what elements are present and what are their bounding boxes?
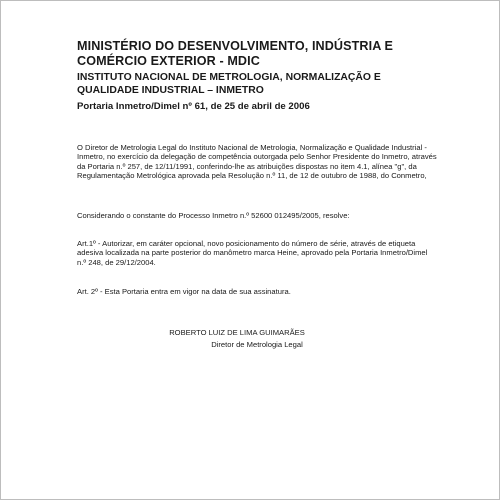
signature-block: [77, 328, 437, 350]
article-2-paragraph: Art. 2º - Esta Portaria entra em vigor na data de sua assinatura.: [77, 287, 291, 296]
document-header: [77, 39, 437, 113]
ministry-heading: MINISTÉRIO DO DESENVOLVIMENTO, INDÚSTRIA E COMÉRCIO EXTERIOR - MDIC: [77, 39, 394, 68]
signatory-name: ROBERTO LUIZ DE LIMA GUIMARÃES: [169, 328, 305, 337]
preamble-paragraph: O Diretor de Metrologia Legal do Instituto Nacional de Metrologia, Normalização e Qualidade Industrial - Inmetro, no exercício da delegação de competência outorgada pelo Senhor Presidente do Inmetro, através da Portaria n.º 257, de 12/11/1991, conferindo-lhe as atribuições dispostas no item 4.1, alínea "g", da Regulamentação Metrológica aprovada pela Resolução n.º 11, de 12 de outubro de 1988, do Conmetro,: [77, 143, 437, 181]
considering-paragraph: Considerando o constante do Processo Inmetro n.º 52600 012495/2005, resolve:: [77, 211, 350, 220]
institute-heading: INSTITUTO NACIONAL DE METROLOGIA, NORMALIZAÇÃO E QUALIDADE INDUSTRIAL – INMETRO: [77, 72, 381, 96]
article-1-paragraph: Art.1º - Autorizar, em caráter opcional, novo posicionamento do número de série, através de etiqueta adesiva localizada na parte posterior do manômetro marca Heine, aprovado pela Portaria Inmetro/Dimel n.º 248, de 29/12/2004.: [77, 239, 428, 267]
portaria-title: Portaria Inmetro/Dimel nº 61, de 25 de abril de 2006: [77, 101, 310, 112]
signatory-title: Diretor de Metrologia Legal: [211, 340, 303, 350]
